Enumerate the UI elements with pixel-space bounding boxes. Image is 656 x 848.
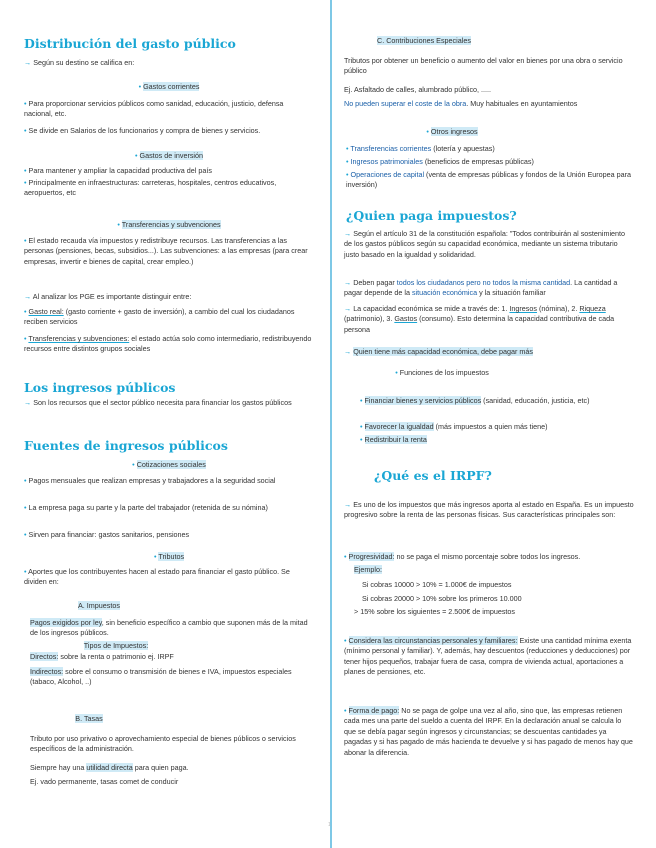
trib-item-1: • Aportes que los contribuyentes hacen al estado para financiar el gasto público. Se dividen en: xyxy=(24,567,290,587)
fn-2: • Favorecer la igualdad (más impuestos a quien más tiene) xyxy=(360,422,548,431)
cot-item-2: • La empresa paga su parte y la parte del trabajador (retenida de su nómina) xyxy=(24,503,268,512)
ot-2: • Ingresos patrimoniales (beneficios de empresas públicas) xyxy=(346,157,534,166)
text-ingresos: → Son los recursos que el sector público necesita para financiar los gastos públicos xyxy=(24,398,292,407)
prog-item: • Progresividad: no se paga el mismo porcentaje sobre todos los ingresos. xyxy=(344,552,581,561)
cot-item-1: • Pagos mensuales que realizan empresas y trabajadores a la seguridad social xyxy=(24,476,276,485)
heading-ingresos: Los ingresos públicos xyxy=(24,380,176,395)
gasto-real-item: • Gasto real: (gasto corriente + gasto de inversión), a cambio del cual los ciudadanos reciben servicios xyxy=(24,307,295,327)
cc-2: Ej. Asfaltado de calles, alumbrado público, ..... xyxy=(344,85,492,94)
q-3: → La capacidad económica se mide a través de: 1. Ingresos (nómina), 2. Riqueza (patrimonio), 3. Gastos (consumo). Esto determina la capacidad contributiva de cada persona xyxy=(344,304,615,334)
heading-distribucion: Distribución del gasto público xyxy=(24,36,236,51)
gi-item-2: • Principalmente en infraestructuras: carreteras, hospitales, centros educativos, aeropuertos, etc xyxy=(24,178,277,198)
heading-quien-paga: ¿Quien paga impuestos? xyxy=(346,208,517,223)
ej-1: Si cobras 10000 > 10% = 1.000€ de impuestos xyxy=(362,580,512,589)
cc-3: No pueden superar el coste de la obra. Muy habituales en ayuntamientos xyxy=(344,99,578,108)
subheading-gastos-inversion: • Gastos de inversión xyxy=(134,151,204,160)
tasas-2: Siempre hay una utilidad directa para quien paga. xyxy=(30,763,189,772)
ej-3: > 15% sobre los siguientes = 2.500€ de impuestos xyxy=(354,607,516,616)
heading-fuentes: Fuentes de ingresos públicos xyxy=(24,438,228,453)
transf-item: • Transferencias y subvenciones: el estado actúa solo como intermediario, redistribuyendo recursos entre distintos grupos sociales xyxy=(24,334,312,354)
gi-item-1: • Para mantener y ampliar la capacidad productiva del país xyxy=(24,166,212,175)
irpf-1: → Es uno de los impuestos que más ingresos aporta al estado en España. Es un impuesto progresivo sobre la renta de las personas físicas. Sus características principales son: xyxy=(344,500,634,520)
subheading-funciones: • Funciones de los impuestos xyxy=(395,368,489,377)
subheading-transferencias: • Transferencias y subvenciones xyxy=(117,220,221,229)
column-divider xyxy=(330,0,332,848)
ejemplo-label: Ejemplo: xyxy=(354,565,382,574)
directos-item: Directos: sobre la renta o patrimonio ej. IRPF xyxy=(30,652,174,661)
q-1: → Según el artículo 31 de la constitución española: "Todos contribuirán al sostenimiento de los gastos públicos según su capacidad económica, mediante un sistema tributario justo basado en la igualdad y solidaridad. xyxy=(344,229,626,259)
cot-item-3: • Sirven para financiar: gastos sanitarios, pensiones xyxy=(24,530,190,539)
text-pge: → Al analizar los PGE es importante distinguir entre: xyxy=(24,292,192,301)
tasas-3: Ej. vado permanente, tasas comet de conducir xyxy=(30,777,179,786)
tr-item-1: • El estado recauda vía impuestos y redistribuye recursos. Las transferencias a las personas (pensiones, becas, subsidios...). Las subvenciones: a las empresas (para crear empresas, invertir e bienes de capital, crear empleo.) xyxy=(24,236,308,266)
subheading-otros: • Otros ingresos xyxy=(426,127,478,136)
fn-3: • Redistribuir la renta xyxy=(360,435,427,444)
forma-item: • Forma de pago: No se paga de golpe una vez al año, sino que, las empresas retienen cada mes una parte del sueldo a cuenta del IRPF. En la declaración anual se calcula lo que se debía pagar según ingresos y circunstancias; se descuentas cantidades ya pagadas y si has pagado de más hacienda te devuelve y si has pagado de menos hay que abonar la diferencia. xyxy=(344,706,633,757)
imp-text: Pagos exigidos por ley, sin beneficio específico a cambio que suponen más de la mitad de los ingresos públicos. xyxy=(30,618,308,638)
q-4: → Quien tiene más capacidad económica, debe pagar más xyxy=(344,347,533,356)
ot-1: • Transferencias corrientes (lotería y apuestas) xyxy=(346,144,495,153)
heading-irpf: ¿Qué es el IRPF? xyxy=(374,468,492,483)
ot-3: • Operaciones de capital (venta de empresas públicas y fondos de la Unión Europea para inversión) xyxy=(346,170,632,190)
subheading-gastos-corrientes: • Gastos corrientes xyxy=(138,82,200,91)
fn-1: • Financiar bienes y servicios públicos (sanidad, educación, justicia, etc) xyxy=(360,396,590,405)
tasas-1: Tributo por uso privativo o aprovechamiento especial de bienes públicos o servicios específicos de la administración. xyxy=(30,734,296,754)
arrow-icon: → xyxy=(24,58,32,67)
circ-item: • Considera las circunstancias personales y familiares: Existe una cantidad mínima exenta (mínimo personal y familiar). Y, además, hay descuentos (reducciones y deducciones) por tener hijos pequeños, trabajar fuera de casa, compra de vivienda actual, aportaciones a planes de pensiones, etc. xyxy=(344,636,632,677)
subheading-tasas: B. Tasas xyxy=(75,714,103,723)
subheading-impuestos: A. Impuestos xyxy=(78,601,120,610)
text-segun-destino: → Según su destino se califica en: xyxy=(24,58,135,67)
cc-1: Tributos por obtener un beneficio o aumento del valor en bienes por una obra o servicio público xyxy=(344,56,623,76)
indirectos-item: Indirectos: sobre el consumo o transmisión de bienes e IVA, impuestos especiales (tabaco, Alcohol, ..) xyxy=(30,667,292,687)
gc-item-1: • Para proporcionar servicios públicos como sanidad, educación, justicio, defensa nacional, etc. xyxy=(24,99,284,119)
subheading-contribuciones: C. Contribuciones Especiales xyxy=(377,36,471,45)
tipos-impuestos: Tipos de Impuestos: xyxy=(83,641,149,650)
ej-2: Si cobras 20000 > 10% sobre los primeros 10.000 xyxy=(362,594,522,603)
page-number: 1 xyxy=(328,822,331,828)
subheading-tributos: • Tributos xyxy=(153,552,185,561)
q-2: → Deben pagar todos los ciudadanos pero no todos la misma cantidad. La cantidad a pagar depende de la situación económica y la situación familiar xyxy=(344,278,618,298)
gc-item-2: • Se divide en Salarios de los funcionarios y compra de bienes y servicios. xyxy=(24,126,261,135)
subheading-cotizaciones: • Cotizaciones sociales xyxy=(132,460,206,469)
